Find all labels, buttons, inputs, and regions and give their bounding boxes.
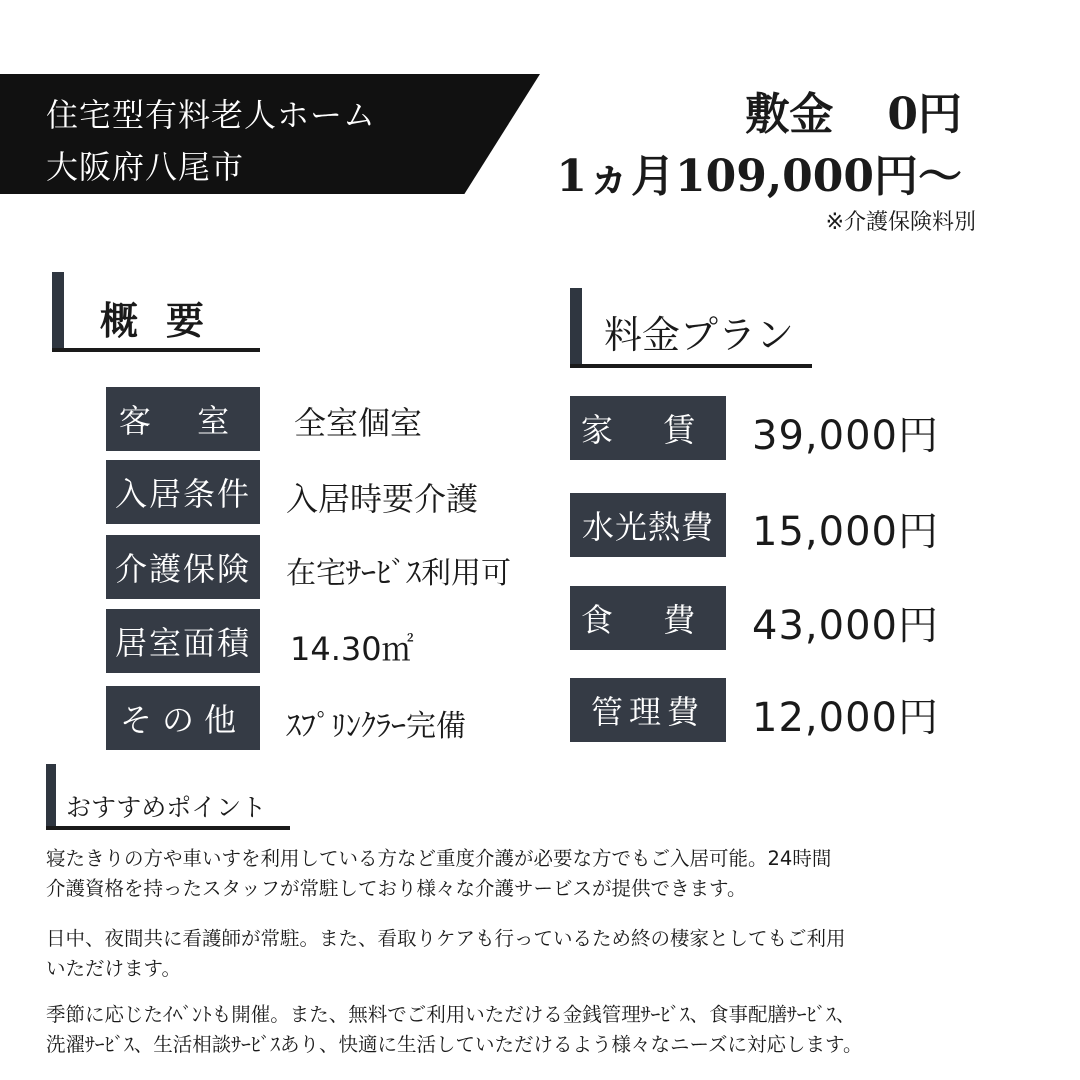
deposit-label: 敷金	[745, 89, 834, 140]
plan-value-rent: 39,000円	[752, 413, 939, 459]
points-paragraph	[46, 924, 1046, 984]
overview-label-insurance: 介護保険	[106, 535, 260, 599]
paragraph-line: いただけます。	[46, 957, 181, 980]
overview-value-insurance: 在宅ｻｰﾋﾞｽ利用可	[286, 556, 511, 591]
paragraph-line: 日中、夜間共に看護師が常駐。また、看取りケアも行っているため終の棲家としてもご利用	[46, 927, 846, 950]
overview-value-other: ｽﾌﾟﾘﾝｸﾗｰ完備	[286, 709, 466, 744]
deposit-price	[745, 78, 962, 142]
heading-bar	[46, 764, 56, 830]
overview-label-room: 客 室	[106, 387, 260, 451]
heading-bar	[570, 288, 582, 368]
paragraph-line: 介護資格を持ったスタッフが常駐しており様々な介護サービスが提供できます。	[46, 877, 747, 900]
plan-heading-text: 料金プラン	[604, 313, 795, 357]
overview-value-area: 14.30㎡	[290, 630, 414, 668]
facility-location: 大阪府八尾市	[46, 148, 245, 186]
points-paragraph	[46, 844, 1046, 904]
heading-underline	[570, 364, 812, 368]
plan-value-meals: 43,000円	[752, 603, 939, 649]
points-heading	[46, 764, 292, 832]
plan-value-management: 12,000円	[752, 695, 939, 741]
points-heading-text: おすすめポイント	[66, 793, 267, 822]
plan-label-rent: 家 賃	[570, 396, 726, 460]
plan-label-meals: 食 費	[570, 586, 726, 650]
plan-heading	[570, 288, 814, 370]
price-note: ※介護保険料別	[825, 210, 976, 235]
overview-label-conditions: 入居条件	[106, 460, 260, 524]
points-paragraph	[46, 1000, 1046, 1060]
overview-label-area: 居室面積	[106, 609, 260, 673]
paragraph-line: 洗濯ｻｰﾋﾞｽ、生活相談ｻｰﾋﾞｽあり、快適に生活していただけるよう様々なニーズに対応します。	[46, 1033, 863, 1056]
overview-heading	[52, 272, 262, 352]
overview-value-conditions: 入居時要介護	[286, 480, 479, 518]
plan-label-utilities: 水光熱費	[570, 493, 726, 557]
overview-heading-text: 概要	[100, 299, 233, 343]
plan-value-utilities: 15,000円	[752, 509, 939, 555]
heading-underline	[46, 826, 290, 830]
paragraph-line: 季節に応じたｲﾍﾞﾝﾄも開催。また、無料でご利用いただける金銭管理ｻｰﾋﾞｽ、食事配膳ｻｰﾋﾞｽ、	[46, 1003, 856, 1026]
facility-type: 住宅型有料老人ホーム	[46, 96, 377, 134]
monthly-price: 1ヵ月109,000円〜	[556, 151, 962, 202]
paragraph-line: 寝たきりの方や車いすを利用している方など重度介護が必要な方でもご入居可能。24時間	[46, 847, 832, 870]
deposit-value: 0円	[887, 89, 962, 140]
heading-bar	[52, 272, 64, 350]
overview-value-room: 全室個室	[294, 404, 423, 442]
heading-underline	[52, 348, 260, 352]
plan-label-management: 管理費	[570, 678, 726, 742]
overview-label-other: その他	[106, 686, 260, 750]
